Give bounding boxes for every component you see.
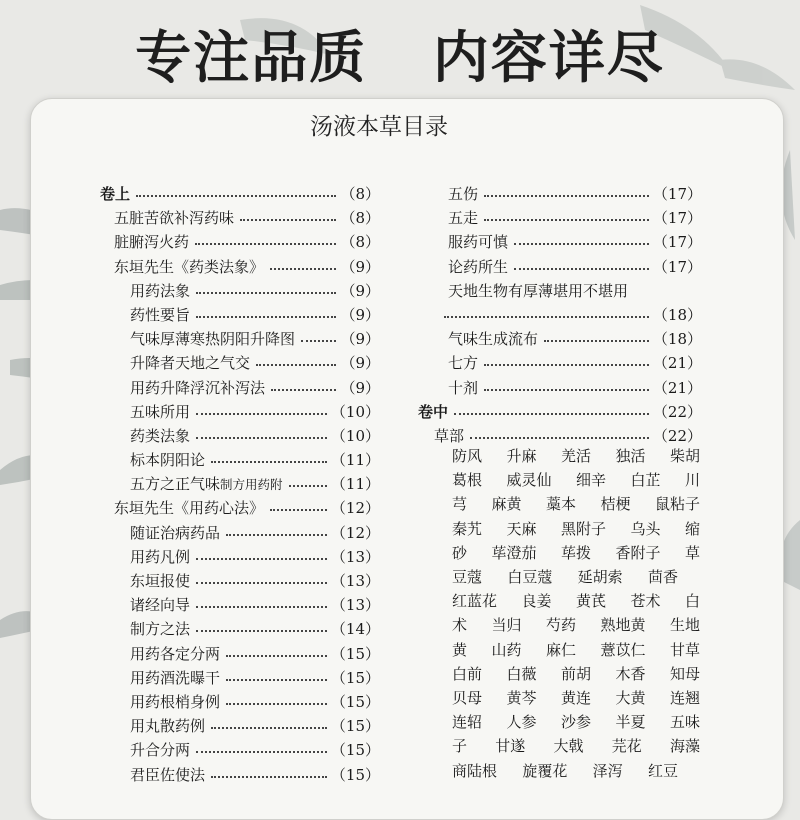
headline-right: 内容详尽	[432, 26, 665, 91]
herb-name: 芎	[452, 495, 468, 514]
herb-name: 缩	[684, 519, 700, 538]
leader-dots	[256, 364, 336, 366]
herb-row	[452, 468, 700, 492]
toc-entry	[100, 690, 380, 714]
toc-entry-page: （13）	[330, 547, 380, 566]
toc-entry-page: （8）	[340, 209, 380, 228]
herb-row	[452, 613, 700, 637]
toc-entry	[100, 569, 380, 593]
leader-dots	[240, 219, 336, 221]
herb-name: 荜澄茄	[491, 543, 537, 562]
herb-row	[452, 686, 700, 710]
toc-entry-title: 东垣报使	[130, 572, 191, 590]
leader-dots	[196, 558, 327, 560]
leader-dots	[514, 243, 649, 245]
toc-entry-page: （17）	[652, 209, 702, 228]
herb-name: 独活	[615, 447, 646, 465]
herb-name: 白薇	[506, 664, 537, 683]
herb-name: 芫花	[611, 737, 642, 756]
herb-name: 海藻	[669, 737, 700, 756]
toc-entry-title: 标本阴阳论	[130, 451, 206, 470]
herb-name: 苍术	[630, 592, 661, 611]
toc-entry-title: 气味生成流布	[448, 330, 539, 349]
herb-name: 细辛	[575, 471, 606, 490]
toc-entry-page: （15）	[330, 765, 380, 784]
leader-dots	[270, 268, 336, 270]
toc-entry-page: （13）	[330, 572, 380, 590]
herb-name: 芍药	[545, 616, 576, 635]
toc-entry-title: 五伤	[448, 185, 479, 203]
toc-entry-title: 七方	[448, 354, 479, 373]
herb-name: 术	[452, 616, 468, 635]
toc-entry-page: （14）	[330, 620, 380, 639]
toc-entry	[100, 521, 380, 545]
leader-dots	[484, 219, 649, 221]
toc-entry-page: （22）	[652, 402, 702, 421]
leader-dots	[196, 437, 327, 439]
leader-dots	[444, 316, 649, 318]
herb-name: 黄连	[560, 689, 591, 707]
toc-entry	[100, 206, 380, 230]
toc-entry-page: （22）	[652, 426, 702, 445]
leader-dots	[196, 582, 327, 584]
herb-name: 大戟	[553, 737, 584, 756]
toc-entry-page: （9）	[340, 330, 380, 349]
herb-row	[452, 589, 700, 613]
toc-entry	[100, 472, 380, 496]
headline-left: 专注品质	[135, 26, 368, 91]
herb-name: 良姜	[521, 592, 552, 611]
herb-name: 连轺	[452, 713, 483, 732]
toc-entry-title: 用药升降浮沉补泻法	[130, 378, 266, 397]
toc-entry-page: （8）	[340, 185, 380, 203]
toc-entry-title: 用药法象	[130, 281, 191, 300]
herb-name: 甘草	[669, 640, 700, 659]
toc-entry-page: （15）	[330, 644, 380, 663]
herb-name: 黄芩	[506, 689, 537, 707]
toc-entry-page: （11）	[330, 475, 380, 494]
herb-name: 生地	[669, 616, 700, 635]
toc-entry-title: 五走	[448, 209, 479, 228]
herb-name: 威灵仙	[506, 471, 552, 490]
herb-name: 贝母	[452, 689, 483, 707]
leader-dots	[195, 243, 336, 245]
toc-entry-title: 药性要旨	[130, 305, 191, 324]
toc-entry	[100, 303, 380, 327]
toc-entry	[100, 496, 380, 520]
toc-entry-title: 随证治病药品	[130, 523, 221, 542]
leader-dots	[484, 389, 649, 391]
herb-name: 草	[684, 543, 700, 562]
herb-name: 五味	[669, 713, 700, 732]
toc-entry-subtitle: 制方用药附	[220, 477, 283, 493]
herb-name: 红豆	[647, 761, 678, 780]
leader-dots	[454, 413, 649, 415]
herb-name: 甘遂	[495, 737, 526, 756]
toc-entry-title: 五方之正气味制方用药附	[130, 475, 283, 494]
herb-name: 黑附子	[560, 519, 606, 538]
toc-entry-page: （15）	[330, 741, 380, 760]
leader-dots	[271, 389, 336, 391]
toc-entry-title: 脏腑泻火药	[114, 233, 190, 252]
herb-name: 黄芪	[575, 592, 606, 611]
herb-name: 沙参	[560, 713, 591, 732]
toc-entry-page: （17）	[652, 185, 702, 203]
toc-entry-title: 用药凡例	[130, 547, 191, 566]
leader-dots	[289, 485, 327, 487]
leader-dots	[136, 195, 336, 197]
herb-name: 天麻	[506, 519, 537, 538]
leader-dots	[211, 776, 327, 778]
toc-left-column	[100, 182, 380, 787]
toc-entry	[100, 424, 380, 448]
toc-entry	[418, 182, 702, 206]
herb-name: 泽泻	[592, 761, 623, 780]
toc-entry-page: （9）	[340, 305, 380, 324]
herb-row	[452, 444, 700, 468]
herb-row	[452, 541, 700, 565]
toc-entry-page: （12）	[330, 499, 380, 518]
herb-name: 商陆根	[452, 761, 498, 780]
toc-entry-page: （15）	[330, 668, 380, 687]
leader-dots	[196, 292, 336, 294]
herb-name: 白前	[452, 664, 483, 683]
toc-entry-page: （15）	[330, 692, 380, 711]
toc-entry-title: 用药酒洗曝干	[130, 668, 221, 687]
leader-dots	[196, 630, 327, 632]
herb-name: 当归	[491, 616, 522, 635]
toc-entry-title: 气味厚薄寒热阴阳升降图	[130, 330, 296, 349]
toc-entry	[100, 593, 380, 617]
leader-dots	[484, 195, 649, 197]
toc-entry	[100, 666, 380, 690]
toc-entry-page: （13）	[330, 596, 380, 615]
leader-dots	[470, 437, 649, 439]
herb-row	[452, 662, 700, 686]
herb-name: 熟地黄	[600, 616, 646, 635]
herb-name: 香附子	[615, 543, 661, 562]
toc-entry-title: 十剂	[448, 378, 479, 397]
toc-entry-title: 五味所用	[130, 402, 191, 421]
toc-entry	[100, 230, 380, 254]
toc-entry	[100, 617, 380, 641]
toc-entry-title: 用药各定分两	[130, 644, 221, 663]
herb-name: 前胡	[560, 664, 591, 683]
toc-entry	[100, 351, 380, 375]
herb-name: 薏苡仁	[600, 640, 646, 659]
toc-entry-page: （21）	[652, 354, 702, 373]
toc-entry-page: （10）	[330, 426, 380, 445]
toc-entry-page: （11）	[330, 451, 380, 470]
toc-entry-page: （9）	[340, 354, 380, 373]
herb-name: 羌活	[560, 447, 591, 465]
toc-entry	[100, 545, 380, 569]
toc-entry-title: 卷中	[418, 402, 449, 421]
toc-entry-page: （9）	[340, 378, 380, 397]
leader-dots	[196, 751, 327, 753]
herb-name: 乌头	[630, 519, 661, 538]
toc-entry-page: （12）	[330, 523, 380, 542]
leader-dots	[196, 413, 327, 415]
herb-row	[452, 565, 678, 589]
toc-entry-title: 制方之法	[130, 620, 191, 639]
herb-row	[452, 710, 700, 734]
toc-entry-title: 东垣先生《用药心法》	[114, 499, 265, 518]
leader-dots	[211, 461, 327, 463]
toc-entry-title: 卷上	[100, 185, 131, 203]
herb-name: 防风	[452, 447, 483, 465]
herb-name: 豆蔻	[452, 568, 483, 586]
leader-dots	[484, 364, 649, 366]
toc-entry	[100, 738, 380, 762]
toc-entry	[418, 376, 702, 400]
toc-entry	[418, 327, 702, 351]
toc-entry	[100, 255, 380, 279]
toc-entry-title: 天地生物有厚薄堪用不堪用	[448, 281, 629, 300]
herb-name: 连翘	[669, 689, 700, 707]
toc-right-column	[418, 182, 702, 448]
toc-entry-title: 升降者天地之气交	[130, 354, 251, 373]
herb-name: 旋覆花	[522, 761, 568, 780]
herb-name: 砂	[452, 543, 468, 562]
leader-dots	[226, 534, 327, 536]
toc-entry	[418, 230, 702, 254]
herb-name: 川	[684, 471, 700, 490]
toc-entry	[100, 448, 380, 472]
toc-entry-title: 东垣先生《药类法象》	[114, 257, 265, 276]
herb-name: 白豆蔻	[507, 568, 553, 586]
herb-name: 白	[684, 592, 700, 611]
leader-dots	[196, 316, 336, 318]
herb-name: 白芷	[630, 471, 661, 490]
toc-entry-page: （10）	[330, 402, 380, 421]
toc-entry-page: （9）	[340, 281, 380, 300]
herb-name: 茴香	[647, 568, 678, 586]
herb-name: 红蓝花	[452, 592, 498, 611]
herb-name: 葛根	[452, 471, 483, 490]
toc-entry	[100, 642, 380, 666]
leader-dots	[301, 340, 336, 342]
toc-entry	[100, 182, 380, 206]
toc-entry-title: 升合分两	[130, 741, 191, 760]
toc-entry-page: （17）	[652, 257, 702, 276]
leader-dots	[514, 268, 649, 270]
toc-entry-page: （18）	[652, 330, 702, 349]
toc-entry	[100, 279, 380, 303]
toc-entry	[100, 376, 380, 400]
herb-name: 半夏	[615, 713, 646, 732]
herb-name: 鼠粘子	[654, 495, 700, 514]
herb-row	[452, 734, 700, 758]
toc-entry	[100, 327, 380, 351]
toc-entry	[418, 279, 702, 303]
toc-entry-page: （15）	[330, 717, 380, 736]
herb-row	[452, 759, 678, 783]
toc-entry	[100, 714, 380, 738]
toc-entry	[100, 400, 380, 424]
herb-name: 藁本	[545, 495, 576, 514]
toc-entry-title: 君臣佐使法	[130, 765, 206, 784]
herb-name: 秦艽	[452, 519, 483, 538]
toc-entry	[418, 351, 702, 375]
headline	[0, 14, 800, 94]
document-title: 汤液本草目录	[310, 114, 448, 140]
herb-name: 黄	[452, 640, 468, 659]
toc-entry-title: 五脏苦欲补泻药味	[114, 209, 235, 228]
toc-entry-page: （8）	[340, 233, 380, 252]
toc-entry	[418, 206, 702, 230]
toc-entry	[418, 255, 702, 279]
leader-dots	[226, 679, 327, 681]
herb-name: 木香	[615, 664, 646, 683]
toc-entry-title: 用药根梢身例	[130, 692, 221, 711]
leader-dots	[226, 655, 327, 657]
herb-name: 桔梗	[600, 495, 631, 514]
toc-entry-title: 服药可慎	[448, 233, 509, 252]
leader-dots	[270, 509, 327, 511]
toc-entry-title: 论药所生	[448, 257, 509, 276]
herb-name: 荜拨	[560, 543, 591, 562]
leader-dots	[226, 703, 327, 705]
herb-name: 知母	[669, 664, 700, 683]
herb-name: 延胡索	[577, 568, 623, 586]
herb-name: 麻黄	[491, 495, 522, 514]
herb-row	[452, 492, 700, 516]
herb-name: 麻仁	[545, 640, 576, 659]
toc-entry	[418, 400, 702, 424]
toc-entry-title: 药类法象	[130, 426, 191, 445]
toc-entry-page: （17）	[652, 233, 702, 252]
leader-dots	[196, 606, 327, 608]
herb-name: 升麻	[506, 447, 537, 465]
herb-row	[452, 638, 700, 662]
leader-dots	[211, 727, 327, 729]
toc-entry-page: （21）	[652, 378, 702, 397]
toc-entry-page: （18）	[652, 305, 702, 324]
toc-entry-title: 草部	[434, 426, 465, 445]
toc-entry-title: 诸经向导	[130, 596, 191, 615]
toc-entry-page: （9）	[340, 257, 380, 276]
herb-name: 柴胡	[669, 447, 700, 465]
herb-row	[452, 517, 700, 541]
herb-name: 大黄	[615, 689, 646, 707]
toc-entry-title: 用丸散药例	[130, 717, 206, 736]
herb-name: 子	[452, 737, 468, 756]
herb-name: 山药	[491, 640, 522, 659]
toc-entry	[418, 303, 702, 327]
toc-entry	[100, 763, 380, 787]
leader-dots	[544, 340, 649, 342]
herb-name: 人参	[506, 713, 537, 732]
